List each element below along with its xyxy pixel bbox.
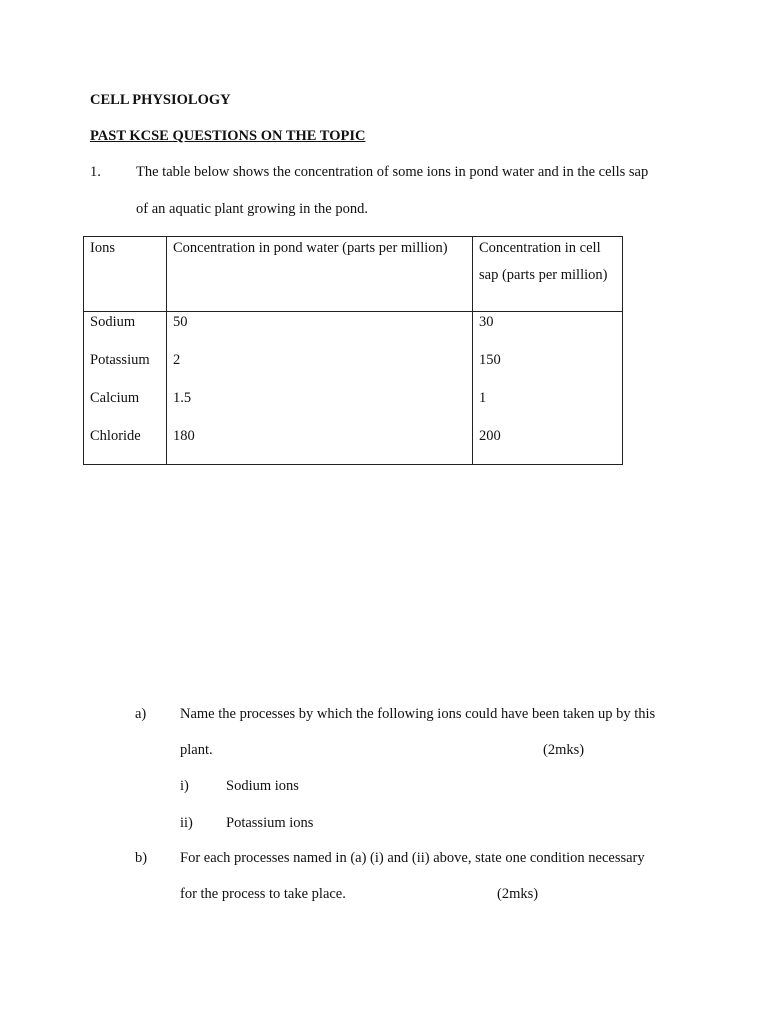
part-a-text-line2: plant. bbox=[180, 742, 213, 758]
table-row bbox=[84, 350, 623, 388]
cell-pond-value: 1.5 bbox=[167, 388, 473, 426]
header-ions: Ions bbox=[84, 237, 167, 312]
ion-concentration-table bbox=[83, 236, 623, 465]
header-pond-water: Concentration in pond water (parts per million) bbox=[167, 237, 473, 312]
table-header-row bbox=[84, 237, 623, 312]
question-text-line2: of an aquatic plant growing in the pond. bbox=[136, 201, 368, 217]
part-a-label: a) bbox=[135, 706, 147, 722]
cell-ion: Potassium bbox=[84, 350, 167, 388]
sub-question-ii-text: Potassium ions bbox=[226, 815, 314, 831]
question-text-line1: The table below shows the concentration of some ions in pond water and in the cells sap bbox=[136, 164, 649, 180]
cell-sap-value: 1 bbox=[473, 388, 623, 426]
part-a-marks: (2mks) bbox=[543, 742, 585, 758]
cell-sap-value: 30 bbox=[473, 312, 623, 351]
cell-pond-value: 2 bbox=[167, 350, 473, 388]
cell-ion: Chloride bbox=[84, 426, 167, 465]
part-b-text-line1: For each processes named in (a) (i) and (ii) above, state one condition necessary bbox=[180, 850, 645, 866]
cell-ion: Sodium bbox=[84, 312, 167, 351]
table-row bbox=[84, 426, 623, 465]
question-number: 1. bbox=[90, 164, 101, 180]
sub-question-i-text: Sodium ions bbox=[226, 778, 299, 794]
table-row bbox=[84, 388, 623, 426]
document-title: CELL PHYSIOLOGY bbox=[90, 92, 231, 108]
cell-sap-value: 200 bbox=[473, 426, 623, 465]
cell-pond-value: 50 bbox=[167, 312, 473, 351]
sub-question-ii-number: ii) bbox=[180, 815, 193, 831]
cell-pond-value: 180 bbox=[167, 426, 473, 465]
cell-ion: Calcium bbox=[84, 388, 167, 426]
table-row bbox=[84, 312, 623, 351]
header-cell-sap: Concentration in cell sap (parts per million) bbox=[473, 237, 623, 312]
document-subtitle: PAST KCSE QUESTIONS ON THE TOPIC bbox=[90, 128, 366, 144]
sub-question-i-number: i) bbox=[180, 778, 189, 794]
part-b-text-line2: for the process to take place. bbox=[180, 886, 346, 902]
cell-sap-value: 150 bbox=[473, 350, 623, 388]
part-a-text-line1: Name the processes by which the following ions could have been taken up by this bbox=[180, 706, 656, 722]
part-b-marks: (2mks) bbox=[497, 886, 539, 902]
part-b-label: b) bbox=[135, 850, 148, 866]
